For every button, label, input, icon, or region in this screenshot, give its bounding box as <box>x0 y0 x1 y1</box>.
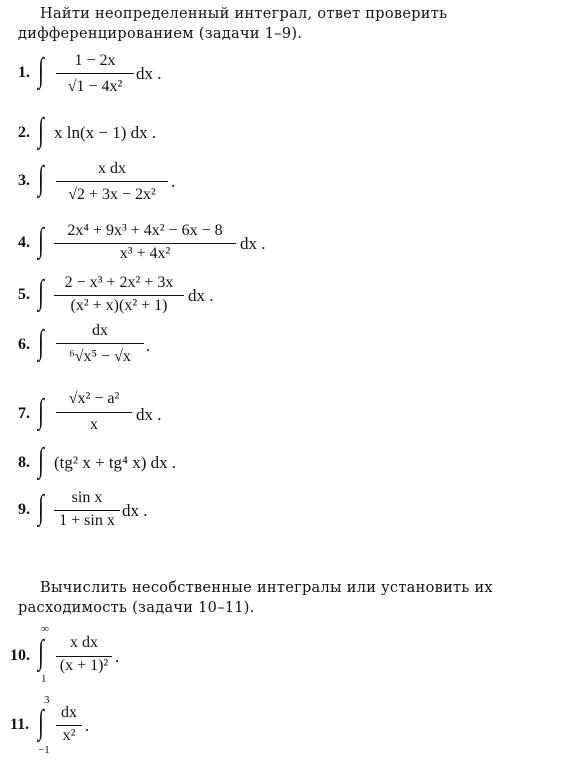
upper-limit: 3 <box>44 694 50 706</box>
integral-sign: ∫ <box>38 52 44 89</box>
tail: dx . <box>136 64 162 83</box>
numerator: sin x <box>71 489 103 506</box>
tail: . <box>171 172 176 191</box>
problem-number: 6. <box>18 336 30 353</box>
numerator: √x² − a² <box>68 390 120 407</box>
problem-number: 2. <box>18 124 30 141</box>
denominator: (x + 1)² <box>59 657 109 674</box>
tail: dx . <box>188 286 214 305</box>
integral-sign: ∫ <box>38 442 44 479</box>
numerator: dx <box>61 704 77 721</box>
fraction-bar <box>54 510 120 511</box>
denominator: x² <box>62 727 76 744</box>
integral-sign: ∫ <box>38 704 44 741</box>
problem-number: 1. <box>18 64 30 81</box>
problem-number: 11. <box>10 716 30 733</box>
numerator: 1 − 2x <box>74 52 116 69</box>
upper-limit: ∞ <box>41 623 49 635</box>
problem-number: 8. <box>18 454 30 471</box>
problem-number: 7. <box>18 405 30 422</box>
fraction-bar <box>56 343 144 344</box>
integral-sign: ∫ <box>38 112 44 149</box>
denominator: x <box>90 416 98 433</box>
fraction-bar <box>56 412 132 413</box>
problem-number: 5. <box>18 286 30 303</box>
lower-limit: −1 <box>38 744 50 756</box>
integrand: (tg² x + tg⁴ x) dx . <box>54 453 177 472</box>
numerator: x dx <box>70 634 98 651</box>
integral-sign: ∫ <box>38 634 44 671</box>
problem-number: 3. <box>18 172 30 189</box>
problem-number: 9. <box>18 501 30 518</box>
numerator: dx <box>92 322 108 339</box>
denominator: (x² + x)(x² + 1) <box>70 297 168 314</box>
numerator: 2x⁴ + 9x³ + 4x² − 6x − 8 <box>67 222 223 239</box>
tail: . <box>115 647 120 666</box>
denominator: 1 + sin x <box>59 512 115 529</box>
tail: dx . <box>240 234 266 253</box>
tail: . <box>85 716 90 735</box>
problem-number: 10. <box>10 647 30 664</box>
tail: dx . <box>136 405 162 424</box>
fraction-bar <box>56 181 168 182</box>
integral-sign: ∫ <box>38 393 44 430</box>
lower-limit: 1 <box>41 673 47 685</box>
fraction-bar <box>56 725 82 726</box>
fraction-bar <box>54 243 236 244</box>
denominator: ⁶√x⁵ − √x <box>69 348 131 365</box>
denominator: √1 − 4x² <box>67 78 123 95</box>
problem-number: 4. <box>18 234 30 251</box>
integral-sign: ∫ <box>38 274 44 311</box>
denominator: √2 + 3x − 2x² <box>68 186 156 203</box>
intro-paragraph-2: Вычислить несобственные интегралы или установить их расходимость (задачи 10–11). <box>18 580 493 616</box>
fraction-bar <box>54 295 184 296</box>
tail: dx . <box>122 501 148 520</box>
integral-sign: ∫ <box>38 489 44 526</box>
intro-paragraph-1: Найти неопределенный интеграл, ответ проверить дифференцированием (задачи 1–9). <box>18 6 448 42</box>
tail: . <box>146 336 151 355</box>
integral-sign: ∫ <box>38 324 44 361</box>
denominator: x³ + 4x² <box>119 245 171 262</box>
integrand: x ln(x − 1) dx . <box>54 123 157 142</box>
fraction-bar <box>56 73 134 74</box>
numerator: x dx <box>98 160 126 177</box>
numerator: 2 − x³ + 2x² + 3x <box>64 274 174 291</box>
integral-sign: ∫ <box>38 222 44 259</box>
integral-sign: ∫ <box>38 160 44 197</box>
